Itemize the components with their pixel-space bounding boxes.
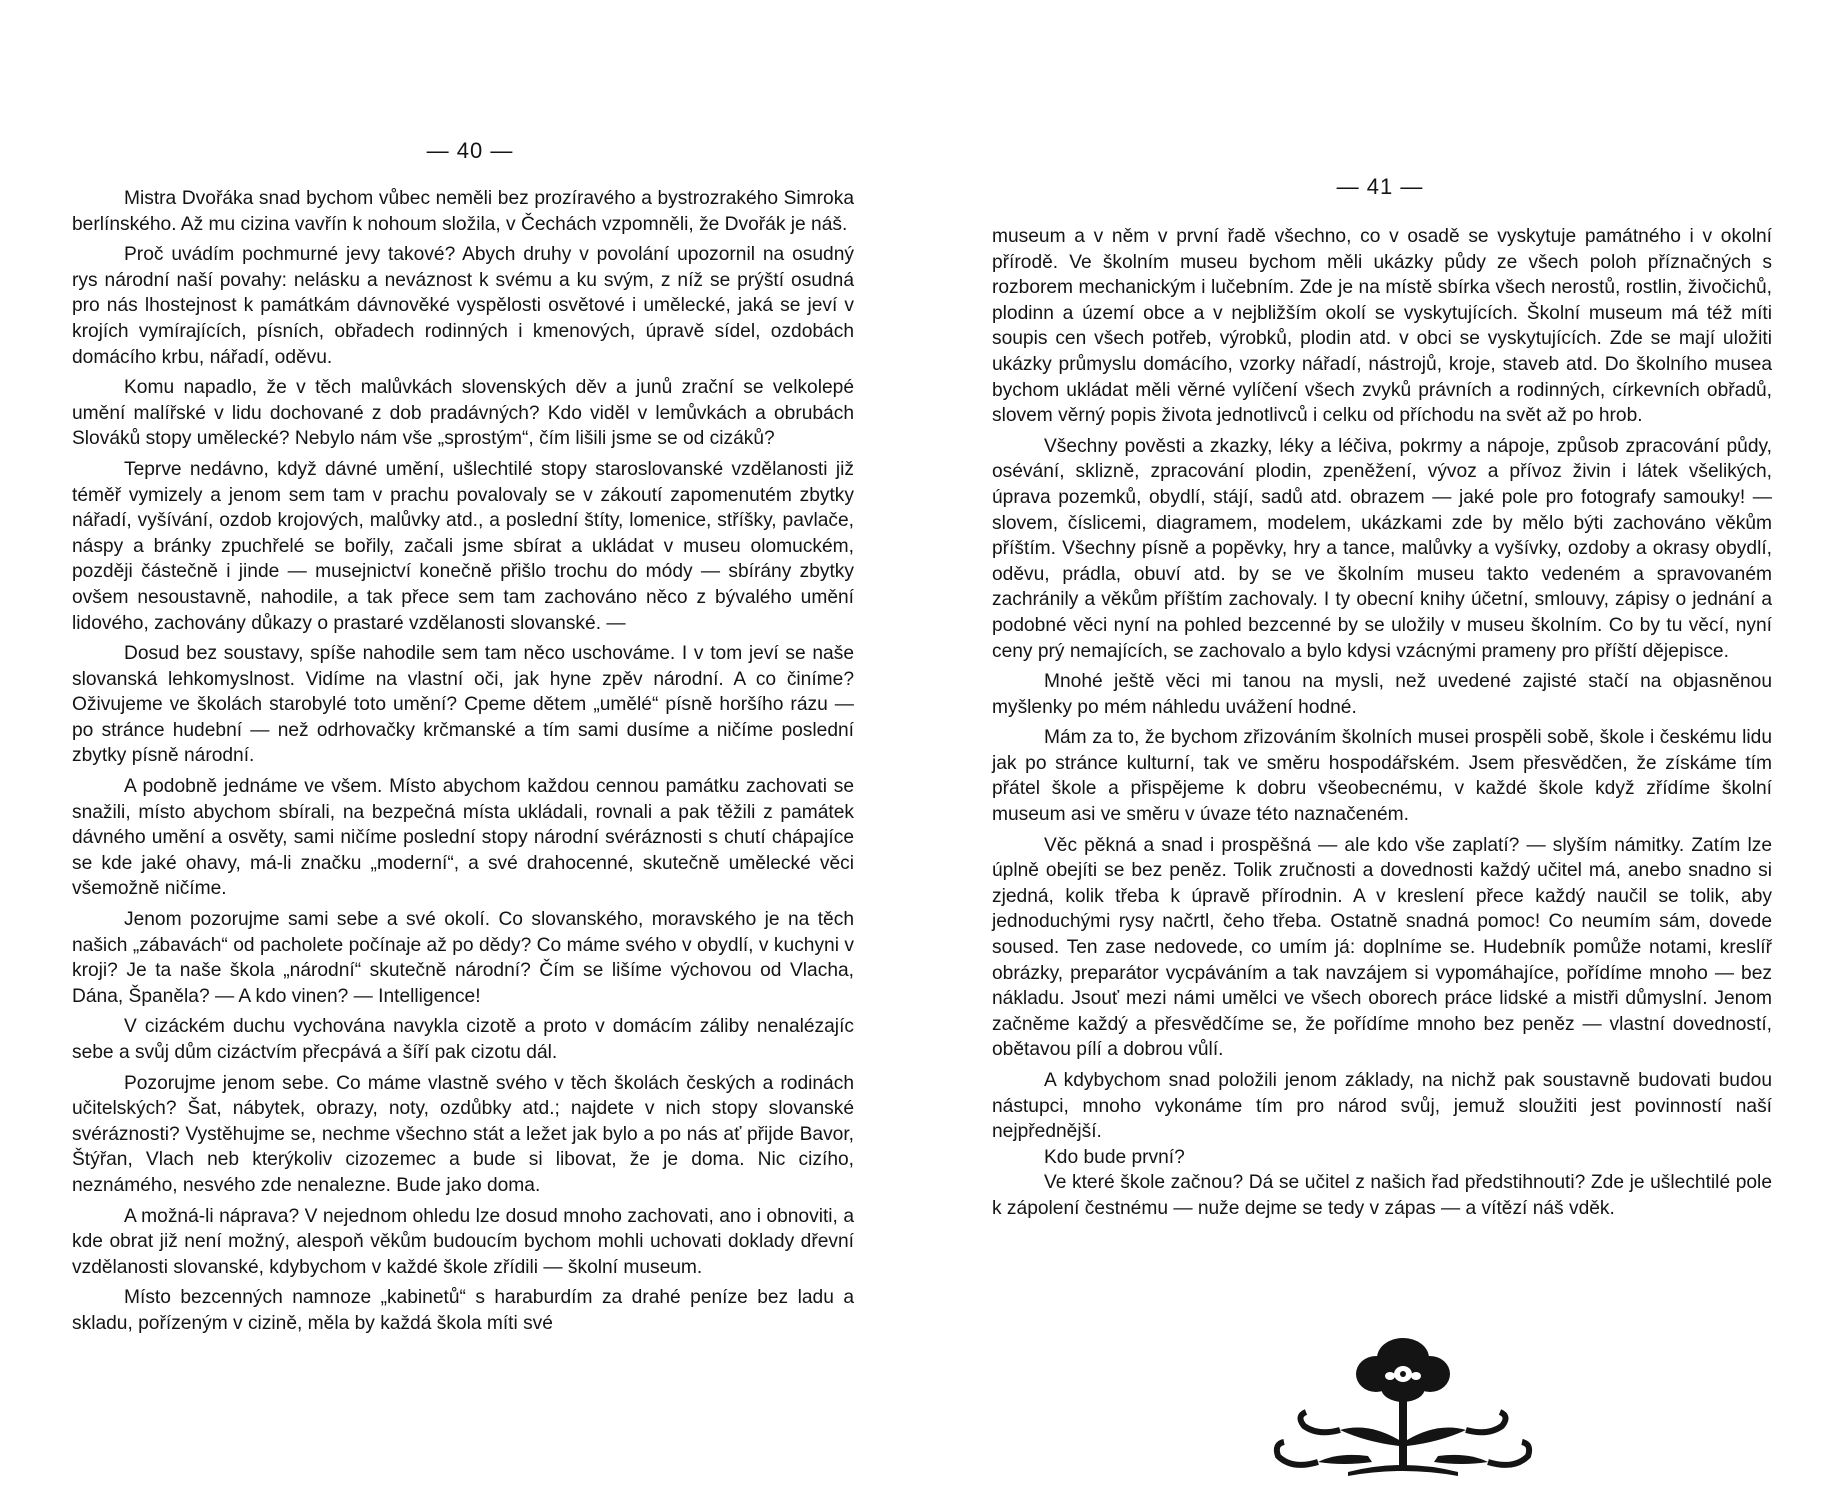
paragraph: Komu napadlo, že v těch malůvkách slovenských děv a junů zrační se velkolepé umění malířské v lidu dochované z dob pradávných? Kdo viděl v lemůvkách a obrubách Slováků stopy umělecké? Nebylo nám vše „sprostým“, čím lišili jsme se od cizáků?: [72, 377, 854, 450]
paragraph: Ve které škole začnou? Dá se učitel z našich řad předstihnouti? Zde je ušlechtilé pole k zápolení čestnému — nuže dejme se tedy v zápas — a vítězí náš vděk.: [992, 1172, 1772, 1219]
paragraph: Všechny pověsti a zkazky, léky a léčiva, pokrmy a nápoje, způsob zpracování půdy, osévání, sklizně, zpracování plodin, zpeněžení, vývoz a přívoz živin i látek všelikých, úprava pozemků, obydlí, stájí, sadů atd. obrazem — jaké pole pro fotografy samouky! — slovem, číslicemi, diagramem, modelem, ukázkami zde by mělo býti zachováno věkům příštím. Všechny písně a popěvky, hry a tance, malůvky a vyšívky, ozdoby a okrasy obydlí, oděvu, prádla, obuví atd. by se ve školním museu takto vedeném a spravovaném zachránily a věkům příštím zachovaly. I ty obecní knihy účetní, smlouvy, zápisy o jednání a podobné věci nyní na pohled bezcenné by se uložily v museu školním. Co by tu věcí, nyní ceny prý nemajících, se zachovalo a bylo kdysi vzácnými prameny pro příští dějepisce.: [992, 435, 1772, 662]
left-page-text: [72, 186, 854, 1337]
paragraph: Kdo bude první?: [1044, 1146, 1185, 1168]
paragraph: Mnohé ještě věci mi tanou na mysli, než uvedené zajisté stačí na objasněnou myšlenky po mém náhledu uvážení hodné.: [992, 671, 1772, 718]
page-number-left: — 40 —: [426, 138, 514, 163]
paragraph: V cizáckém duchu vychována navykla cizotě a proto v domácím záliby nenalézajíc sebe a svůj dům cizáctvím přecpává a šíří pak cizotu dál.: [72, 1016, 854, 1063]
paragraph: A možná-li náprava? V nejednom ohledu lze dosud mnoho zachovati, ano i obnoviti, a kde obrat již není možný, alespoň věkům budoucím bychom mohli uchovati doklady dřevní vzdělanosti slovanské, kdybychom v každé škole zřídili — školní museum.: [72, 1205, 854, 1278]
paragraph: Jenom pozorujme sami sebe a své okolí. Co slovanského, moravského je na těch našich „zábavách“ od pacholete počínaje až po dědy? Co máme svého v obydlí, v kuchyni v kroji? Je ta naše škola „národní“ skutečně národní? Čím se lišíme výchovou od Vlacha, Dána, Španěla? — A kdo vinen? — Intelligence!: [72, 909, 854, 1007]
paragraph: Mistra Dvořáka snad bychom vůbec neměli bez prozíravého a bystrozrakého Simroka berlínského. Až mu cizina vavřín k nohoum složila, v Čechách vzpomněli, že Dvořák je náš.: [72, 188, 854, 235]
paragraph: Proč uvádím pochmurné jevy takové? Abych druhy v povolání upozornil na osudný rys národní naší povahy: nelásku a neváznost k svému a ku svým, z níž se prýští osudná pro nás lhostejnost k památkám dávnověké vyspělosti osvětové i umělecké, jaká se jeví v krojích vymírajících, písních, obřadech rodinných i kmenových, úpravě sídel, ozdobách domácího krbu, nářadí, oděvu.: [72, 244, 854, 368]
right-page: [900, 0, 1832, 1500]
left-page: [0, 0, 900, 1500]
page-number-right: — 41 —: [1336, 174, 1424, 199]
paragraph: A podobně jednáme ve všem. Místo abychom každou cennou památku zachovati se snažili, místo abychom sbírali, na bezpečná místa ukládali, rovnali a pak těžili z památek dávného umění a osvěty, sami ničíme poslední stopy národní svéráznosti s chutí chápajíce se kde jaké ohavy, má-li značku „moderní“, a své drahocenné, skutečně umělecké věci všemožně ničíme.: [72, 776, 854, 900]
pansy-ornament-icon: [1248, 1330, 1558, 1480]
right-page-text: [992, 224, 1772, 1222]
paragraph: Mám za to, že bychom zřizováním školních musei prospěli sobě, škole i českému lidu jak po stránce kulturní, tak ve směru hospodářském. Jsem přesvědčen, že získáme tím přátel škole a přispějeme k dobru všeobecnému, v každé škole když zřídíme školní museum asi ve směru v úvaze této naznačeném.: [992, 727, 1772, 826]
paragraph: Pozorujme jenom sebe. Co máme vlastně svého v těch školách českých a rodinách učitelských? Šat, nábytek, obrazy, noty, ozdůbky atd.; najdete v nich stopy slovanské svéráznosti? Vystěhujme se, nechme všechno stát a ležet jak bylo a po nás ať přijde Bavor, Štýřan, Vlach neb kterýkoliv cizozemec a bude si libovat, že je doma. Nic cizího, neznámého, nesvého zde nenalezne. Bude jako doma.: [72, 1072, 854, 1196]
paragraph: Dosud bez soustavy, spíše nahodile sem tam něco uschováme. I v tom jeví se naše slovanská lehkomyslnost. Vidíme na vlastní oči, jak hyne zpěv národní. A co činíme? Oživujeme ve školách starobylé toto umění? Cpeme dětem „umělé“ písně horšího rázu — po stránce hudební — než odrhovačky krčmanské a tím sami dusíme a ničíme poslední zbytky písně národní.: [72, 643, 854, 767]
paragraph: Věc pěkná a snad i prospěšná — ale kdo vše zaplatí? — slyším námitky. Zatím lze úplně obejíti se bez peněz. Tolik zručnosti a dovednosti každý učitel má, anebo snadno si zjedná, kolik třeba k úpravě přírodnin. A v kreslení přece každý naučil se tolik, aby jednoduchými rysy načrtl, čeho třeba. Ostatně snadná pomoc! Co neumím sám, dovede soused. Ten zase nedovede, co umím já: doplníme se. Hudebník pomůže notami, kreslíř obrázky, preparátor vycpáváním a tak navzájem si vypomáhajíce, pořídíme mnoho — bez nákladu. Jsouť mezi námi umělci ve všech oborech práce lidské a mistři důmyslní. Jenom začněme každý a přesvědčíme se, že pořídíme mnoho bez peněz — vlastní dovedností, obětavou pílí a dobrou vůlí.: [992, 834, 1772, 1061]
paragraph: Místo bezcenných namnoze „kabinetů“ s haraburdím za drahé peníze bez ladu a skladu, pořízeným v cizině, měla by každá škola míti své: [72, 1287, 854, 1334]
paragraph: Teprve nedávno, když dávné umění, ušlechtilé stopy staroslovanské vzdělanosti již téměř vymizely a jenom sem tam v prachu povalovaly se v zákoutí zapomenutém zbytky nářadí, vyšívání, ozdob krojových, malůvky atd., a poslední štíty, lomenice, stříšky, pavlače, náspy a bránky zpuchřelé se bořily, začali jsme sbírat a ukládat v museu olomuckém, později částečně i jinde — musejnictví konečně přišlo trochu do módy — sbírány zbytky ovšem nesoustavně, nahodile, a tak přece sem tam zachováno něco z bývalého umění lidového, zachovány důkazy o prastaré vzdělanosti slovanské. —: [72, 458, 854, 634]
paragraph: museum a v něm v první řadě všechno, co v osadě se vyskytuje památného i v okolní přírodě. Ve školním museu bychom měli ukázky půdy ze všech poloh příznačných s rozborem mechanickým i lučebním. Zde je na místě sbírka všech nerostů, rostlin, živočichů, plodinn a území obce a v nejbližším okolí se vyskytujících. Školní museum má též míti soupis cen všech potřeb, výrobků, plodin atd. v obci se vyskytujících. Zde se mají uložiti ukázky průmyslu domácího, vzorky nářadí, nástrojů, kroje, staveb atd. Do školního musea bychom ukládat měli věrné vylíčení všech zvyků právních a rodinných, církevních obřadů, slovem věrný popis života jednotlivců i celku od příchodu na svět až po hrob.: [992, 226, 1772, 427]
paragraph: A kdybychom snad položili jenom základy, na nichž pak soustavně budovati budou nástupci, mnoho vykonáme tím pro národ svůj, jemuž sloužiti jest povinností naší nejpřednější.: [992, 1070, 1772, 1143]
